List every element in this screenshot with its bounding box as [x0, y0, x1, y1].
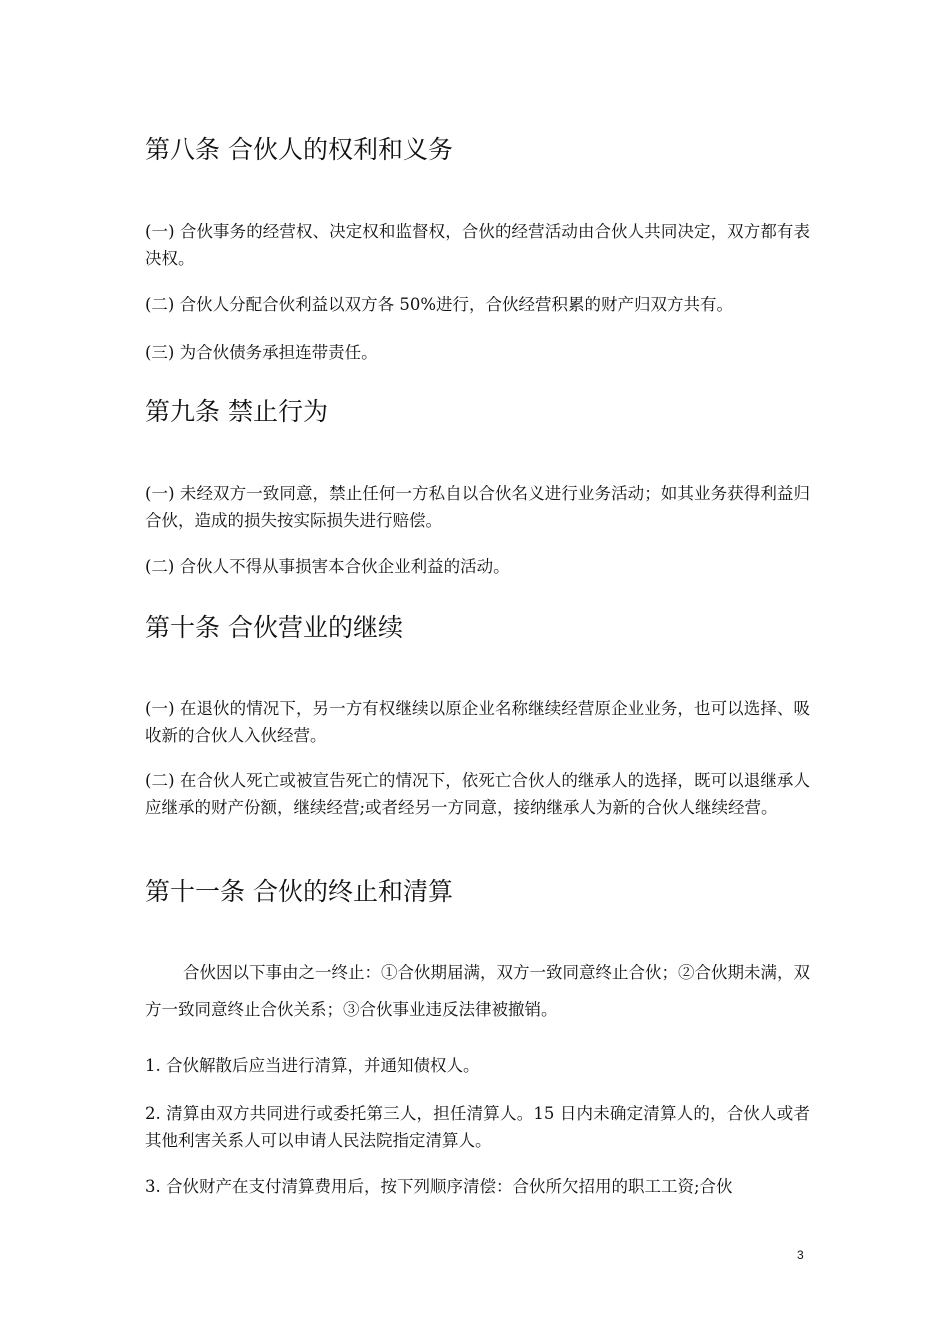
section-heading-11: 第十一条 合伙的终止和清算	[145, 877, 453, 906]
paragraph: (三) 为合伙债务承担连带责任。	[145, 343, 378, 362]
section-heading-10: 第十条 合伙营业的继续	[145, 613, 403, 642]
section-heading-9: 第九条 禁止行为	[145, 397, 328, 426]
paragraph: (一) 未经双方一致同意，禁止任何一方私自以合伙名义进行业务活动；如其业务获得利益归合伙，造成的损失按实际损失进行赔偿。	[145, 484, 810, 530]
section-heading-8: 第八条 合伙人的权利和义务	[145, 135, 453, 164]
paragraph: (一) 在退伙的情况下，另一方有权继续以原企业名称继续经营原企业业务，也可以选择、吸收新的合伙人入伙经营。	[145, 699, 810, 745]
paragraph: (二) 在合伙人死亡或被宣告死亡的情况下，依死亡合伙人的继承人的选择，既可以退继承人应继承的财产份额，继续经营;或者经另一方同意，接纳继承人为新的合伙人继续经营。	[145, 771, 810, 817]
paragraph: (一) 合伙事务的经营权、决定权和监督权，合伙的经营活动由合伙人共同决定，双方都有表决权。	[145, 222, 810, 268]
paragraph: (二) 合伙人不得从事损害本合伙企业利益的活动。	[145, 557, 510, 576]
list-item: 2. 清算由双方共同进行或委托第三人，担任清算人。15 日内未确定清算人的，合伙人或者其他利害关系人可以申请人民法院指定清算人。	[145, 1104, 810, 1150]
list-item: 3. 合伙财产在支付清算费用后，按下列顺序清偿：合伙所欠招用的职工工资;合伙	[145, 1177, 733, 1196]
paragraph: (二) 合伙人分配合伙利益以双方各 50%进行，合伙经营积累的财产归双方共有。	[145, 295, 734, 314]
paragraph: 合伙因以下事由之一终止：①合伙期届满，双方一致同意终止合伙；②合伙期未满，双方一致同意终止合伙关系；③合伙事业违反法律被撤销。	[145, 963, 810, 1019]
list-item: 1. 合伙解散后应当进行清算，并通知债权人。	[145, 1056, 480, 1075]
page-number: 3	[797, 1248, 804, 1262]
